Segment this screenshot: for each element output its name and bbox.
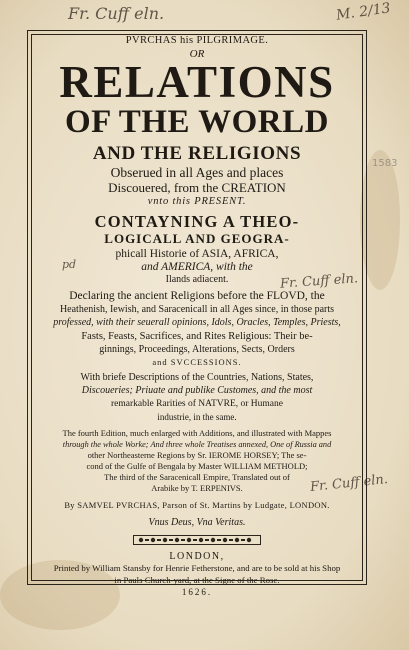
- handwritten-signature-top: Fr. Cuff eln.: [68, 4, 165, 23]
- or-word: OR: [189, 48, 205, 60]
- imprint-line: Printed by William Stansby for Henrie Fetherstone, and are to be sold at his Shop: [53, 563, 341, 574]
- imprint-city: LONDON,: [169, 551, 225, 563]
- declaring-line: and SVCCESSIONS.: [152, 357, 242, 368]
- edition-line: other Northeasterne Regions by Sr. IEROME HORSEY; The se-: [87, 450, 307, 461]
- handwritten-signature-lower: Fr. Cuff eln.: [309, 471, 389, 496]
- printers-ornament: [133, 535, 261, 545]
- edition-line: The third of the Saracenicall Empire, Translated out of: [104, 472, 290, 483]
- america-line: and AMERICA, with the: [141, 261, 253, 273]
- edition-line: Arabike by T. ERPENIVS.: [151, 483, 243, 494]
- handwritten-mark-top-right: M. 2/13: [335, 0, 392, 24]
- descriptions-line: Discoueries; Priuate and publike Customes, and the most: [81, 385, 313, 397]
- title-page-text: [36, 34, 358, 598]
- imprint-line: in Pauls Church-yard, at the Signe of the Rose.: [114, 574, 280, 585]
- declaring-line: Declaring the ancient Religions before the FLOVD, the: [69, 290, 325, 302]
- handwritten-signature-middle: Fr. Cuff eln.: [279, 271, 359, 292]
- subtitle-observed: Obserued in all Ages and places: [110, 165, 284, 180]
- edition-line: through the whole Worke; And three whole Treatises annexed, One of Russia and: [62, 440, 332, 450]
- author-line: By SAMVEL PVRCHAS, Parson of St. Martins by Ludgate, LONDON.: [64, 500, 330, 511]
- title-religions: AND THE RELIGIONS: [92, 144, 302, 164]
- edition-line: cond of the Gulfe of Bengala by Master WILLIAM METHOLD;: [86, 461, 308, 472]
- declaring-line: Fasts, Feasts, Sacrifices, and Rites Religious: Their be-: [81, 330, 313, 342]
- contayning-line: CONTAYNING A THEO-: [94, 213, 300, 231]
- declaring-line: Heathenish, Iewish, and Saracenicall in all Ages since, in those parts: [59, 304, 335, 316]
- imprint-year: 1626.: [181, 587, 213, 598]
- subtitle-discovered: Discouered, from the CREATION: [108, 180, 286, 195]
- handwritten-margin-mark: pd: [62, 258, 77, 271]
- subtitle-present: vnto this PRESENT.: [147, 196, 247, 207]
- declaring-line: professed, with their seuerall opinions, Idols, Oracles, Temples, Priests,: [53, 317, 341, 329]
- edition-line: The fourth Edition, much enlarged with Additions, and illustrated with Mappes: [62, 428, 332, 439]
- pencil-shelfmark: 1583: [372, 158, 398, 169]
- running-head: PVRCHAS his PILGRIMAGE.: [125, 35, 269, 46]
- descriptions-line: industrie, in the same.: [157, 411, 237, 422]
- title-of-the-world: OF THE WORLD: [65, 105, 329, 139]
- logicall-line: LOGICALL AND GEOGRA-: [104, 231, 290, 246]
- descriptions-line: remarkable Rarities of NATVRE, or Humane: [110, 398, 283, 409]
- motto: Vnus Deus, Vna Veritas.: [148, 517, 246, 529]
- title-relations: RELATIONS: [59, 61, 335, 103]
- ilands-line: Ilands adiacent.: [165, 274, 229, 285]
- descriptions-line: With briefe Descriptions of the Countries, Nations, States,: [80, 372, 314, 384]
- declaring-line: ginnings, Proceedings, Alterations, Sects, Orders: [99, 343, 295, 355]
- phicall-line: phicall Historie of ASIA, AFRICA,: [115, 248, 279, 260]
